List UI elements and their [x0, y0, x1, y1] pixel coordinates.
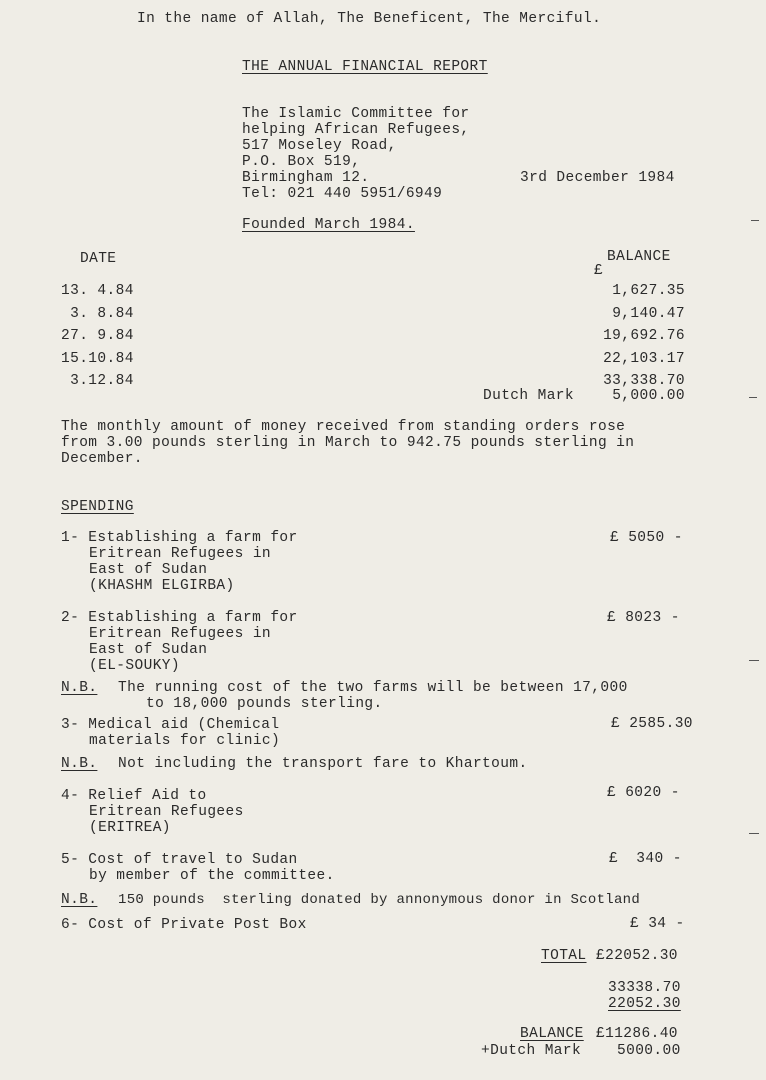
item-text: (ERITREA) — [89, 820, 171, 836]
dutch-mark-value: 5000.00 — [617, 1043, 681, 1059]
item-text: materials for clinic) — [89, 733, 281, 749]
balance-value: £11286.40 — [596, 1026, 678, 1042]
item-text: 5- Cost of travel to Sudan — [61, 852, 298, 868]
item-text: East of Sudan — [89, 642, 208, 658]
paragraph-line: from 3.00 pounds sterling in March to 942.75 pounds sterling in — [61, 435, 635, 451]
table-row-balance: 9,140.47 — [612, 305, 685, 322]
item-text: 2- Establishing a farm for — [61, 610, 298, 626]
item-text: 3- Medical aid (Chemical — [61, 717, 280, 733]
item-text: (KHASHM ELGIRBA) — [89, 578, 235, 594]
item-amount: £ 6020 - — [607, 785, 680, 801]
nb-label: N.B. — [61, 892, 98, 908]
total-value: £22052.30 — [596, 948, 678, 964]
address-line: Birmingham 12. — [242, 170, 370, 186]
balance-column — [560, 283, 685, 396]
report-date: 3rd December 1984 — [520, 170, 675, 186]
date-column — [61, 283, 134, 396]
table-row-date: 3.12.84 — [61, 373, 134, 389]
balance-column-header: BALANCE — [607, 249, 671, 265]
table-row-date: 15.10.84 — [61, 350, 134, 367]
address-line: P.O. Box 519, — [242, 154, 361, 170]
table-row-balance: 22,103.17 — [603, 350, 685, 367]
margin-mark — [749, 833, 759, 834]
table-row-balance: 19,692.76 — [603, 328, 685, 344]
item-text: Eritrean Refugees in — [89, 546, 272, 562]
item-text: 4- Relief Aid to — [61, 788, 207, 804]
item-amount: £ 8023 - — [607, 610, 680, 626]
address-line: The Islamic Committee for — [242, 106, 470, 122]
spending-heading: SPENDING — [61, 499, 134, 515]
address-line: 517 Moseley Road, — [242, 138, 397, 154]
margin-mark — [749, 397, 757, 398]
calc-line: 33338.70 — [608, 980, 681, 996]
telephone-line: Tel: 021 440 5951/6949 — [242, 186, 443, 202]
margin-mark — [751, 220, 759, 221]
item-text: (EL-SOUKY) — [89, 658, 181, 674]
table-row-date: 3. 8.84 — [61, 305, 134, 322]
item-amount: £ 34 - — [630, 916, 685, 932]
item-amount: £ 5050 - — [610, 530, 683, 546]
address-line: helping African Refugees, — [242, 122, 470, 138]
item-text: Eritrean Refugees — [89, 804, 244, 820]
table-row-balance: 33,338.70 — [603, 373, 685, 389]
nb-label: N.B. — [61, 680, 98, 696]
pound-sign: £ — [594, 263, 604, 279]
item-text: East of Sudan — [89, 562, 208, 578]
item-text: by member of the committee. — [89, 868, 335, 884]
paragraph-line: The monthly amount of money received from standing orders rose — [61, 419, 626, 435]
note-text: 150 pounds sterling donated by annonymous donor in Scotland — [118, 892, 641, 908]
dutch-mark-label: +Dutch Mark — [481, 1043, 582, 1059]
dutch-mark-value: 5,000.00 — [612, 388, 685, 404]
table-row-balance: 1,627.35 — [612, 283, 685, 299]
item-text: 1- Establishing a farm for — [61, 530, 298, 546]
total-label: TOTAL — [541, 948, 587, 964]
calc-line: 22052.30 — [608, 996, 681, 1012]
founded-date: Founded March 1984. — [242, 217, 415, 233]
date-column-header: DATE — [80, 251, 117, 267]
item-text: Eritrean Refugees in — [89, 626, 272, 642]
note-text: The running cost of the two farms will be between 17,000 — [118, 680, 628, 696]
margin-mark — [749, 660, 759, 661]
report-title: THE ANNUAL FINANCIAL REPORT — [242, 59, 488, 75]
dutch-mark-label: Dutch Mark — [483, 388, 575, 404]
table-row-date: 13. 4.84 — [61, 283, 134, 299]
item-amount: £ 340 - — [609, 851, 682, 867]
nb-label: N.B. — [61, 756, 98, 772]
note-text: to 18,000 pounds sterling. — [146, 696, 383, 712]
bismillah-heading: In the name of Allah, The Beneficent, The Merciful. — [137, 11, 602, 27]
item-amount: £ 2585.30 — [611, 716, 693, 732]
table-row-date: 27. 9.84 — [61, 328, 134, 344]
balance-label: BALANCE — [520, 1026, 584, 1042]
item-text: 6- Cost of Private Post Box — [61, 917, 307, 933]
note-text: Not including the transport fare to Khartoum. — [118, 756, 528, 772]
paragraph-line: December. — [61, 451, 143, 467]
